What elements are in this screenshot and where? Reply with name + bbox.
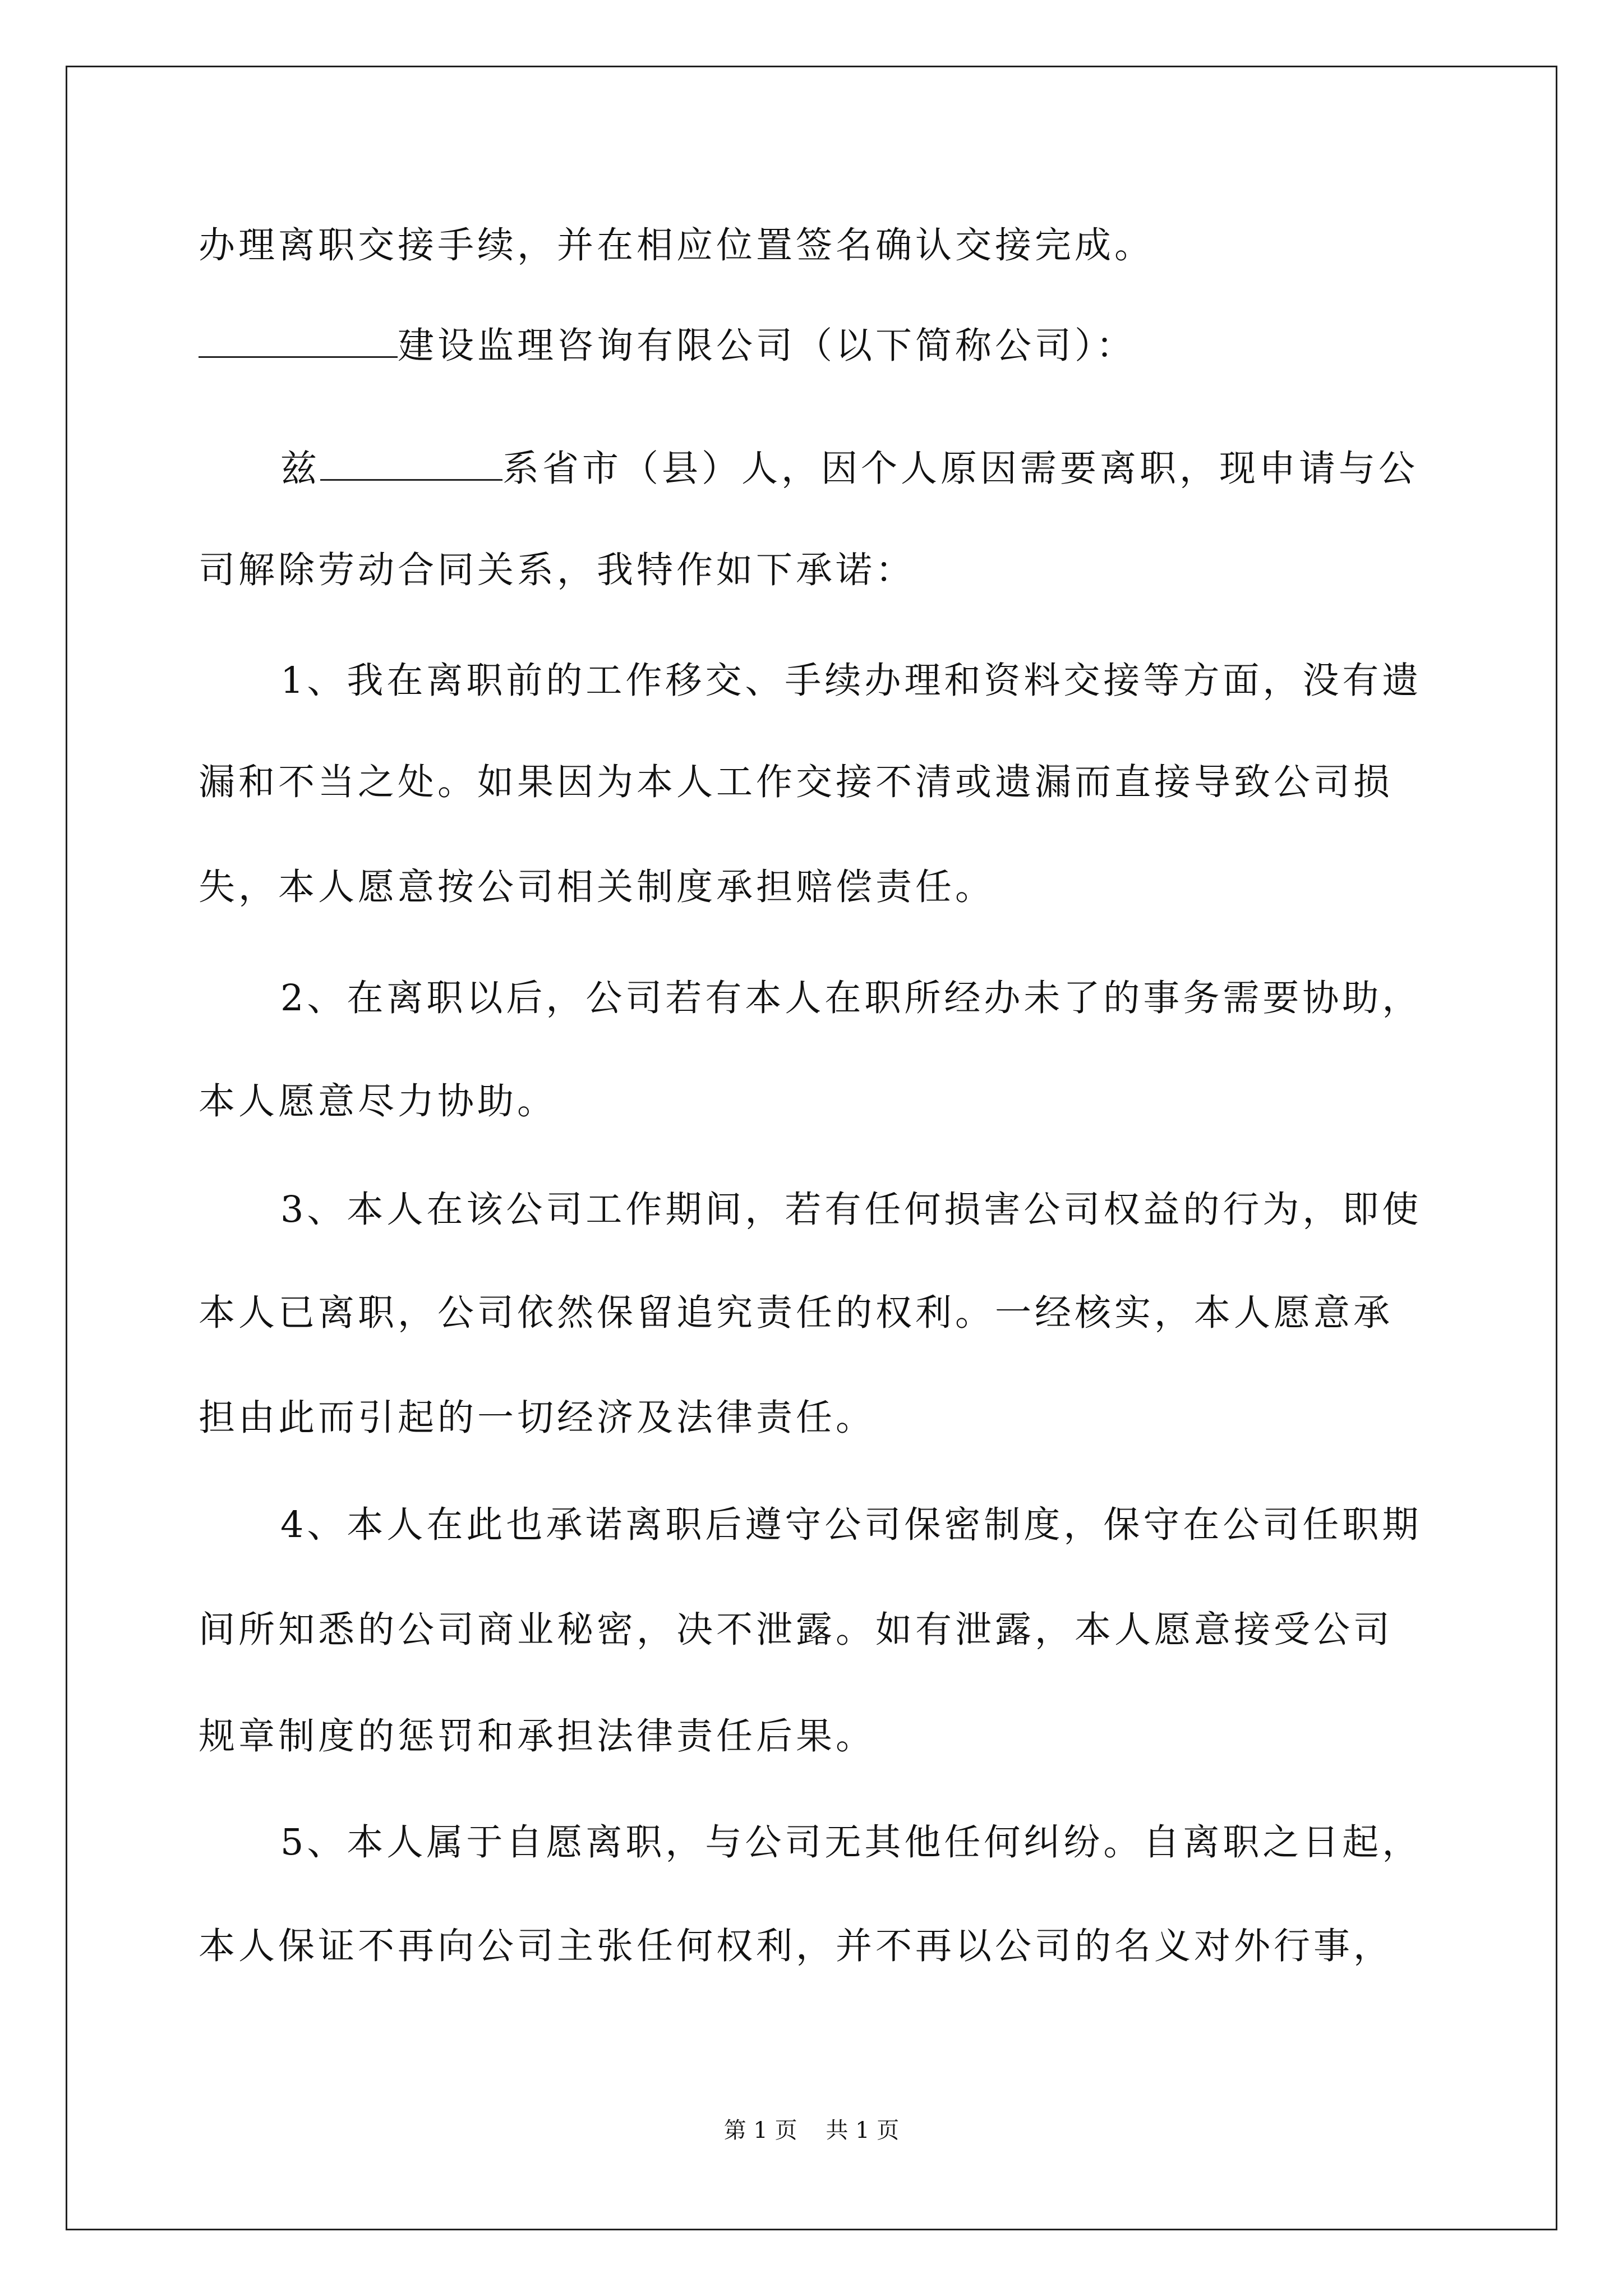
fill-in-blank-company[interactable] [199,324,398,358]
text-line-1: 办理离职交接手续，并在相应位置签名确认交接完成。 [199,224,1155,266]
text-line-15: 规章制度的惩罚和承担法律责任后果。 [199,1715,876,1757]
addressee-text: 建设监理咨询有限公司（以下简称公司）： [398,325,1136,367]
text-line-7: 失，本人愿意按公司相关制度承担赔偿责任。 [199,866,995,908]
text-line-2 [199,324,1136,369]
text-line-11: 本人已离职，公司依然保留追究责任的权利。一经核实，本人愿意承 [199,1292,1394,1334]
text-line-13: 4、本人在此也承诺离职后遵守公司保密制度，保守在公司任职期 [280,1504,1422,1546]
text-line-4: 司解除劳动合同关系，我特作如下承诺： [199,549,916,591]
text-line-3 [280,447,1418,491]
fill-in-blank-name[interactable] [320,447,502,481]
text-line-6: 漏和不当之处。如果因为本人工作交接不清或遗漏而直接导致公司损 [199,761,1394,803]
text-line-12: 担由此而引起的一切经济及法律责任。 [199,1397,876,1439]
intro-text: 系省市（县）人，因个人原因需要离职，现申请与公 [502,448,1419,490]
page-footer: 第 1 页 共 1 页 [723,2118,900,2143]
intro-prefix: 兹 [280,448,321,490]
text-line-14: 间所知悉的公司商业秘密，决不泄露。如有泄露，本人愿意接受公司 [199,1609,1394,1651]
text-line-16: 5、本人属于自愿离职，与公司无其他任何纠纷。自离职之日起， [280,1821,1422,1864]
text-line-9: 本人愿意尽力协助。 [199,1080,557,1122]
text-line-17: 本人保证不再向公司主张任何权利，并不再以公司的名义对外行事， [199,1925,1394,1967]
text-line-8: 2、在离职以后，公司若有本人在职所经办未了的事务需要协助， [280,977,1422,1019]
text-line-5: 1、我在离职前的工作移交、手续办理和资料交接等方面，没有遗 [280,660,1422,702]
page-border [66,66,1557,2230]
text-line-10: 3、本人在该公司工作期间，若有任何损害公司权益的行为，即使 [280,1189,1422,1231]
